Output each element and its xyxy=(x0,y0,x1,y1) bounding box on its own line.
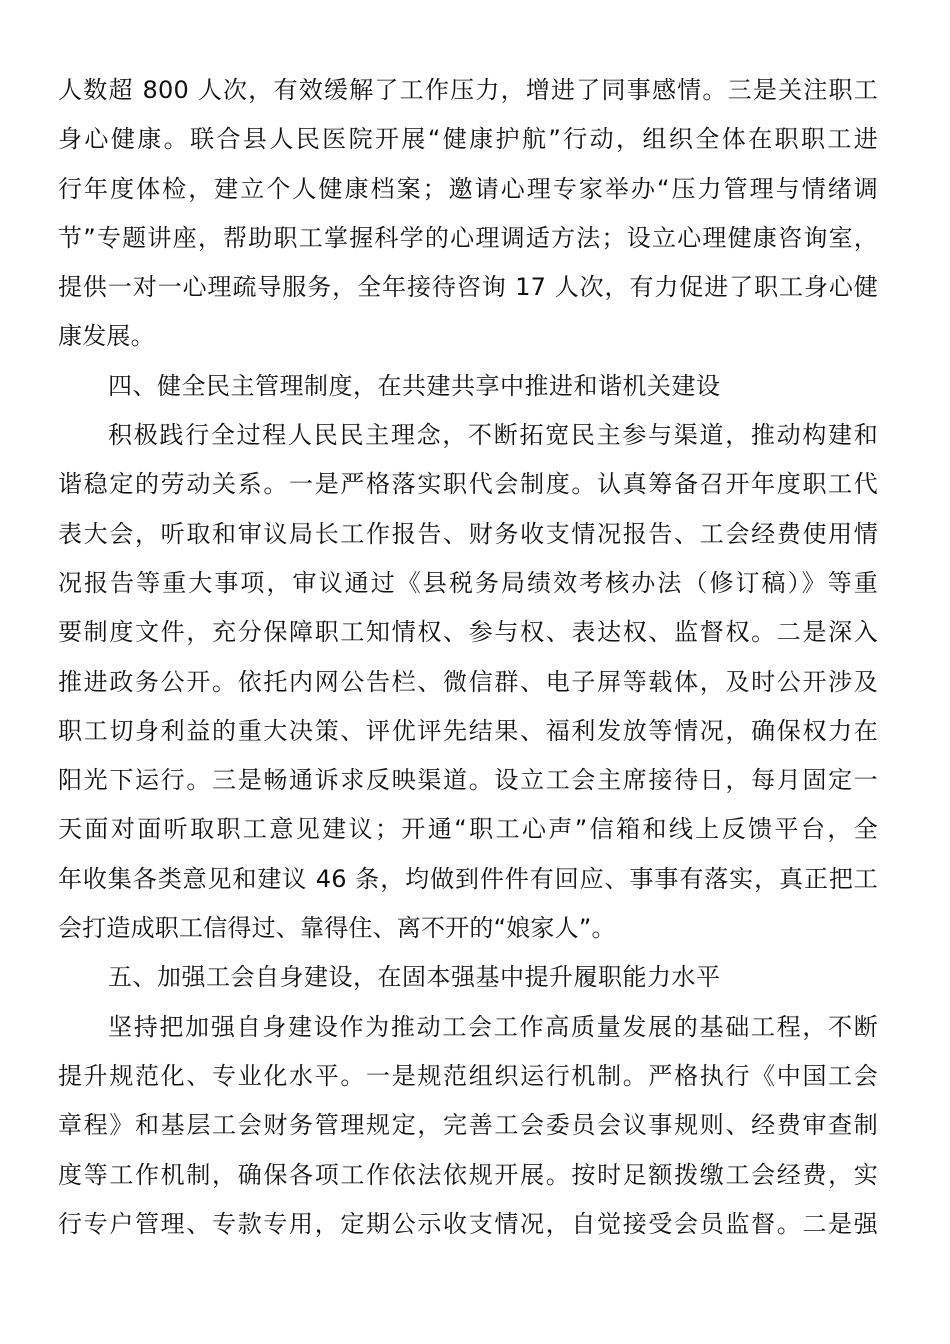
section-heading-5: 五、加强工会自身建设，在固本强基中提升履职能力水平 xyxy=(108,963,721,992)
body-line: 度等工作机制，确保各项工作依法依规开展。按时足额拨缴工会经费，实 xyxy=(58,1160,878,1189)
body-line: 表大会，听取和审议局长工作报告、财务收支情况报告、工会经费使用情 xyxy=(58,519,878,548)
body-line: 况报告等重大事项，审议通过《县税务局绩效考核办法（修订稿）》等重 xyxy=(58,568,878,597)
paragraph-first-line: 积极践行全过程人民民主理念，不断拓宽民主参与渠道，推动构建和 xyxy=(108,421,878,450)
body-line: 行专户管理、专款专用，定期公示收支情况，自觉接受会员监督。二是强 xyxy=(58,1209,878,1238)
body-line: 章程》和基层工会财务管理规定，完善工会委员会议事规则、经费审查制 xyxy=(58,1111,878,1140)
body-line: 提供一对一心理疏导服务，全年接待咨询 17 人次，有力促进了职工身心健 xyxy=(58,273,878,302)
body-line: 身心健康。联合县人民医院开展“健康护航”行动，组织全体在职职工进 xyxy=(58,125,878,154)
body-line: 节”专题讲座，帮助职工掌握科学的心理调适方法；设立心理健康咨询室， xyxy=(58,223,878,252)
body-line: 推进政务公开。依托内网公告栏、微信群、电子屏等载体，及时公开涉及 xyxy=(58,667,878,696)
body-line: 康发展。 xyxy=(58,322,155,351)
body-line: 会打造成职工信得过、靠得住、离不开的“娘家人”。 xyxy=(58,914,616,943)
body-line: 年收集各类意见和建议 46 条，均做到件件有回应、事事有落实，真正把工 xyxy=(58,864,878,893)
section-heading-4: 四、健全民主管理制度，在共建共享中推进和谐机关建设 xyxy=(108,371,721,400)
body-line: 天面对面听取职工意见建议；开通“职工心声”信箱和线上反馈平台，全 xyxy=(58,815,878,844)
body-line: 阳光下运行。三是畅通诉求反映渠道。设立工会主席接待日，每月固定一 xyxy=(58,766,878,795)
body-line: 职工切身利益的重大决策、评优评先结果、福利发放等情况，确保权力在 xyxy=(58,716,878,745)
document-page xyxy=(58,66,878,1249)
body-line: 行年度体检，建立个人健康档案；邀请心理专家举办“压力管理与情绪调 xyxy=(58,174,878,203)
paragraph-first-line: 坚持把加强自身建设作为推动工会工作高质量发展的基础工程，不断 xyxy=(108,1012,878,1041)
body-line: 人数超 800 人次，有效缓解了工作压力，增进了同事感情。三是关注职工 xyxy=(58,76,878,104)
body-line: 提升规范化、专业化水平。一是规范组织运行机制。严格执行《中国工会 xyxy=(58,1061,878,1090)
body-line: 谐稳定的劳动关系。一是严格落实职代会制度。认真筹备召开年度职工代 xyxy=(58,470,878,499)
body-line: 要制度文件，充分保障职工知情权、参与权、表达权、监督权。二是深入 xyxy=(58,618,878,647)
